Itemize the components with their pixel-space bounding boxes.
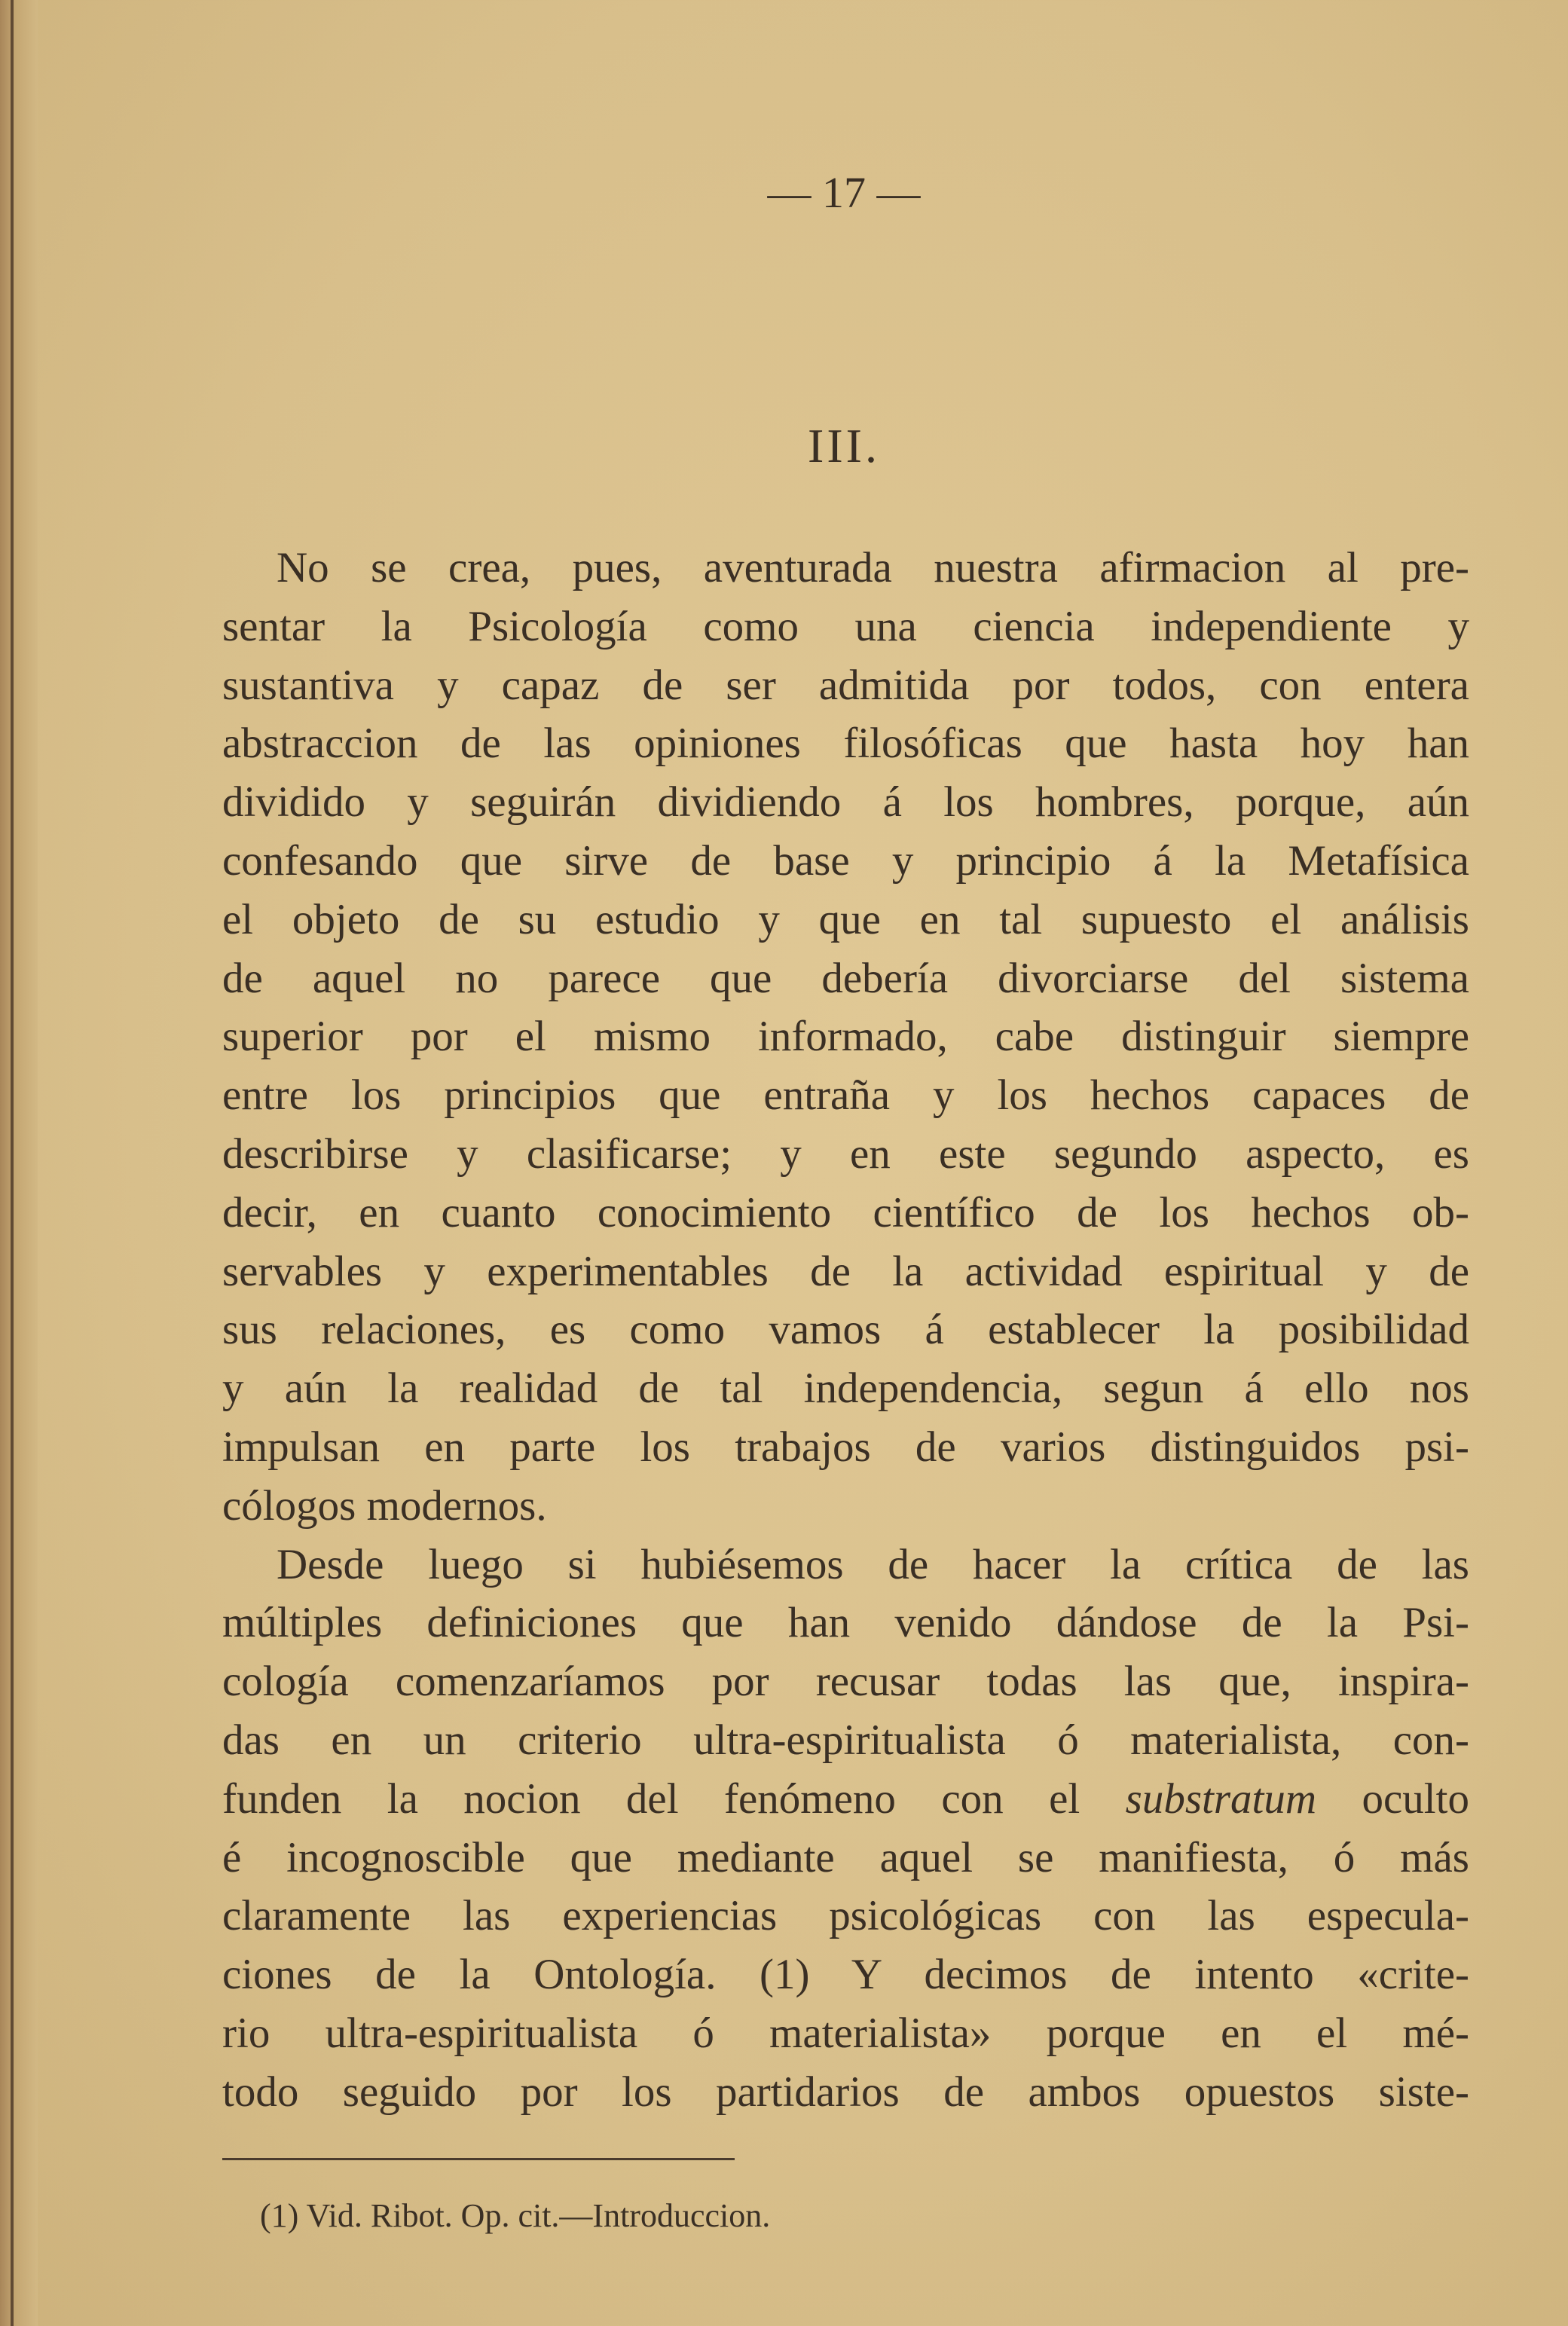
text-line: y aún la realidad de tal independencia, segun á ello nos bbox=[222, 1365, 1469, 1413]
text-line: confesando que sirve de base y principio á la Metafísica bbox=[222, 836, 1469, 885]
text-line: cólogos modernos. bbox=[222, 1481, 547, 1530]
text-line: abstraccion de las opiniones filosóficas que hasta hoy han bbox=[222, 720, 1469, 768]
book-binding-edge bbox=[0, 0, 38, 2326]
text-line: múltiples definiciones que han venido dándose de la Psi- bbox=[222, 1599, 1469, 1647]
text-line: cología comenzaríamos por recusar todas las que, inspira- bbox=[222, 1658, 1469, 1706]
footnote: (1) Vid. Ribot. Op. cit.—Introduccion. bbox=[260, 2197, 771, 2234]
text-line: rio ultra-espiritualista ó materialista» porque en el mé- bbox=[222, 2009, 1469, 2057]
text-line: Desde luego si hubiésemos de hacer la crítica de las bbox=[277, 1540, 1469, 1588]
text-line: sustantiva y capaz de ser admitida por todos, con entera bbox=[222, 661, 1469, 709]
text-line: funden la nocion del fenómeno con el substratum oculto bbox=[222, 1774, 1469, 1823]
binding-thread bbox=[11, 0, 14, 2326]
text-line: todo seguido por los partidarios de ambos opuestos siste- bbox=[222, 2068, 1469, 2116]
text-line: No se crea, pues, aventurada nuestra afirmacion al pre- bbox=[277, 544, 1469, 591]
chapter-heading: III. bbox=[808, 419, 880, 472]
text-line: dividido y seguirán dividiendo á los hombres, porque, aún bbox=[222, 778, 1469, 827]
text-line: sus relaciones, es como vamos á establecer la posibilidad bbox=[222, 1306, 1469, 1354]
text-line: el objeto de su estudio y que en tal supuesto el análisis bbox=[222, 895, 1469, 943]
text-line: impulsan en parte los trabajos de varios distinguidos psi- bbox=[222, 1423, 1469, 1471]
text-line: superior por el mismo informado, cabe distinguir siempre bbox=[222, 1013, 1469, 1061]
text-line: das en un criterio ultra-espiritualista ó materialista, con- bbox=[222, 1716, 1469, 1764]
text-line: servables y experimentables de la actividad espiritual y de bbox=[222, 1247, 1469, 1295]
text-line: é incognoscible que mediante aquel se manifiesta, ó más bbox=[222, 1833, 1469, 1881]
text-line: describirse y clasificarse; y en este segundo aspecto, es bbox=[222, 1129, 1469, 1178]
page-number: — 17 — bbox=[767, 168, 921, 217]
italic-term: substratum bbox=[1125, 1774, 1317, 1823]
text-line: entre los principios que entraña y los hechos capaces de bbox=[222, 1071, 1469, 1120]
text-line: decir, en cuanto conocimiento científico de los hechos ob- bbox=[222, 1188, 1469, 1236]
text-line: sentar la Psicología como una ciencia independiente y bbox=[222, 602, 1469, 650]
text-line: ciones de la Ontología. (1) Y decimos de intento «crite- bbox=[222, 1951, 1469, 1999]
text-line: claramente las experiencias psicológicas con las especula- bbox=[222, 1892, 1469, 1940]
footnote-divider bbox=[222, 2158, 735, 2160]
body-text bbox=[222, 539, 1469, 2122]
text-line: de aquel no parece que debería divorciarse del sistema bbox=[222, 954, 1469, 1002]
